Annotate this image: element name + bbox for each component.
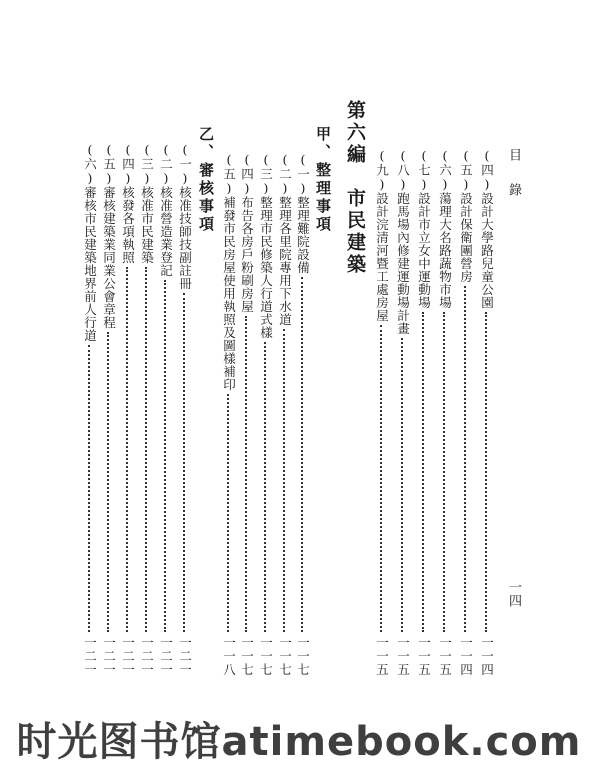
dot-leader	[422, 312, 424, 632]
dot-leader	[88, 345, 90, 632]
toc-entry-label: (一)核准技師技副註冊	[177, 142, 193, 290]
dot-leader	[401, 338, 403, 632]
toc-entry-page: 一一五	[416, 636, 432, 677]
dot-leader	[145, 267, 147, 632]
page-header-title: 目錄	[506, 148, 521, 218]
dot-leader	[380, 325, 382, 632]
toc-entry-page: 一二一	[158, 636, 174, 677]
toc-entry-page: 一一四	[458, 636, 474, 677]
toc-entry-label: (四)核發各項執照	[120, 142, 136, 264]
toc-entry-page: 一二一	[177, 636, 193, 677]
dot-leader	[485, 312, 487, 632]
toc-entry-page: 一二一	[82, 636, 98, 677]
dot-leader	[107, 332, 109, 632]
toc-entry-label: (二)核准營造業登記	[158, 142, 174, 277]
section-a-heading: 甲、整理事項	[314, 126, 332, 234]
toc-entry-label: (五)審核建築業同業公會章程	[101, 142, 117, 329]
toc-entry-page: 一二一	[101, 636, 117, 677]
toc-entry-page: 一一八	[221, 636, 237, 677]
toc-entry-label: (二)整理各里院專用下水道	[277, 152, 293, 326]
toc-entry-label: (九)設計浣清河暨工處房屋	[374, 148, 390, 322]
toc-entry-page: 一一七	[277, 636, 293, 677]
toc-entry-label: (三)核准市民建築	[139, 142, 155, 264]
dot-leader	[283, 329, 285, 632]
toc-entry-label: (六)審核市民建築地界前人行道	[82, 142, 98, 342]
dot-leader	[443, 312, 445, 632]
dot-leader	[245, 316, 247, 632]
toc-entry-label: (五)設計保衛團營房	[458, 148, 474, 283]
toc-entry-page: 一一四	[479, 636, 495, 677]
section-b-heading: 乙、審核事項	[197, 126, 215, 234]
toc-entry-page: 一二一	[139, 636, 155, 677]
toc-entry-label: (七)設計市立女中運動場	[416, 148, 432, 309]
toc-entry-label: (四)布告各房戶粉刷房屋	[239, 152, 255, 313]
dot-leader	[183, 293, 185, 632]
toc-entry-page: 一二一	[120, 636, 136, 677]
part-title: 第六編 市民建築	[344, 100, 366, 276]
dot-leader	[301, 277, 303, 632]
dot-leader	[164, 280, 166, 632]
toc-entry-page: 一一七	[239, 636, 255, 677]
toc-entry-label: (四)設計大學路兒童公園	[479, 148, 495, 309]
toc-entry-label: (五)補發市民房屋使用執照及圖樣補印	[221, 152, 237, 391]
toc-entry-label: (八)跑馬場內修建運動場計畫	[395, 148, 411, 335]
toc-entry-page: 一一五	[395, 636, 411, 677]
dot-leader	[126, 267, 128, 632]
dot-leader	[264, 342, 266, 632]
toc-entry-page: 一一五	[437, 636, 453, 677]
toc-entry-label: (六)蕩理大名路蔬物市場	[437, 148, 453, 309]
toc-entry-page: 一一五	[374, 636, 390, 677]
toc-entry-label: (三)整理市民修築人行道式樣	[258, 152, 274, 339]
dot-leader	[227, 394, 229, 632]
dot-leader	[464, 286, 466, 632]
watermark-text: 时光图书馆atimebook.com	[16, 719, 582, 765]
toc-entry-page: 一一七	[295, 636, 311, 677]
page-header-number: 一四	[506, 580, 521, 608]
toc-entry-label: (一)整理難院設備	[295, 152, 311, 274]
toc-entry-page: 一一七	[258, 636, 274, 677]
